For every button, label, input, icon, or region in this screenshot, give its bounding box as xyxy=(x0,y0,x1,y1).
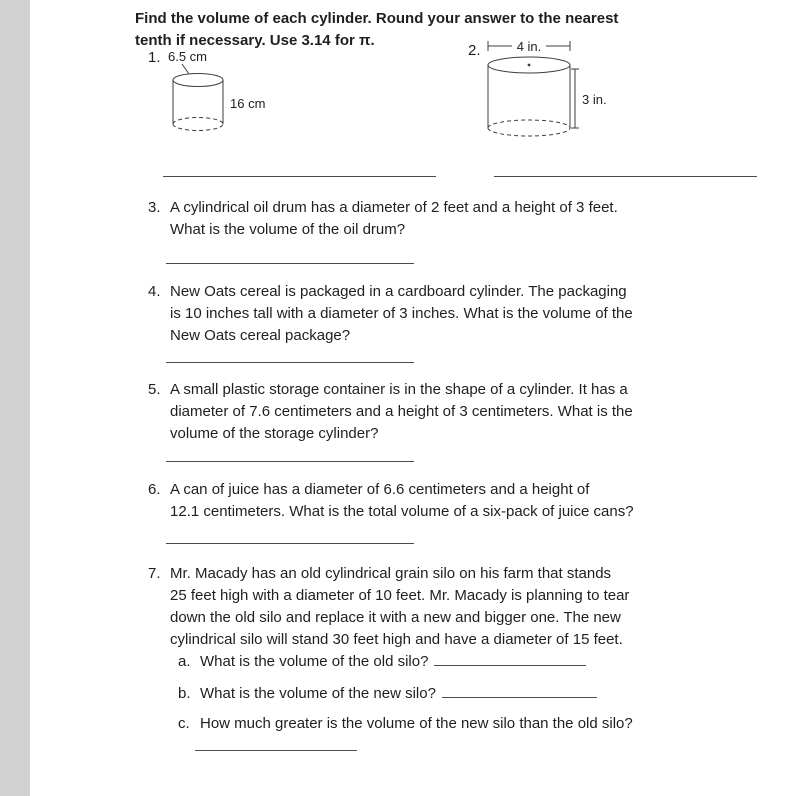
subquestion-c-text: How much greater is the volume of the new silo than the old silo? xyxy=(200,715,633,732)
problem-7-line-1: Mr. Macady has an old cylindrical grain silo on his farm that stands xyxy=(170,565,612,582)
answer-line-7c xyxy=(195,750,357,751)
problem-4-line-1: New Oats cereal is packaged in a cardboard cylinder. The packaging xyxy=(170,283,627,300)
problem-7-text xyxy=(170,563,670,651)
problem-6-line-2: 12.1 centimeters. What is the total volume of a six-pack of juice cans? xyxy=(170,503,634,520)
answer-line-problem-4 xyxy=(166,362,414,363)
answer-line-7b xyxy=(442,683,597,698)
instructions-line-2: tenth if necessary. Use 3.14 for π. xyxy=(135,32,375,49)
radius-pointer-line xyxy=(182,64,189,74)
cylinder-2-center-dot xyxy=(528,64,531,67)
cylinder-1-top-ellipse xyxy=(173,74,223,87)
cylinder-1-radius-label: 6.5 cm xyxy=(168,49,208,64)
problem-3-text xyxy=(170,197,670,241)
problem-5-number: 5. xyxy=(148,381,161,398)
problem-5-line-2: diameter of 7.6 centimeters and a height of 3 centimeters. What is the xyxy=(170,403,633,420)
problem-7-line-2: 25 feet high with a diameter of 10 feet. Mr. Macady is planning to tear xyxy=(170,587,630,604)
answer-line-problem-1 xyxy=(163,176,436,177)
cylinder-2-height-label: 3 in. xyxy=(582,92,607,107)
problem-7-line-3: down the old silo and replace it with a new and bigger one. The new xyxy=(170,609,621,626)
problem-4-line-2: is 10 inches tall with a diameter of 3 inches. What is the volume of the xyxy=(170,305,633,322)
problem-3-line-2: What is the volume of the oil drum? xyxy=(170,221,406,238)
problem-7-line-4: cylindrical silo will stand 30 feet high and have a diameter of 15 feet. xyxy=(170,631,623,648)
problem-5-line-1: A small plastic storage container is in the shape of a cylinder. It has a xyxy=(170,381,628,398)
cylinder-1-bottom-front-arc xyxy=(173,124,223,130)
problem-1-number: 1. xyxy=(148,49,161,66)
subquestion-a-text: What is the volume of the old silo? xyxy=(200,653,429,670)
cylinder-2-diameter-label: 4 in. xyxy=(516,40,542,54)
subquestion-b-text: What is the volume of the new silo? xyxy=(200,685,436,702)
problem-5-text xyxy=(170,379,670,445)
answer-line-problem-3 xyxy=(166,263,414,264)
answer-line-problem-2 xyxy=(494,176,757,177)
subquestion-a-letter: a. xyxy=(178,653,191,670)
problem-6-text xyxy=(170,479,670,523)
subquestion-b-letter: b. xyxy=(178,685,191,702)
answer-line-7a xyxy=(434,651,586,666)
instructions-line-1: Find the volume of each cylinder. Round your answer to the nearest xyxy=(135,10,619,27)
problem-5-line-3: volume of the storage cylinder? xyxy=(170,425,379,442)
problem-4-line-3: New Oats cereal package? xyxy=(170,327,351,344)
problem-3-number: 3. xyxy=(148,199,161,216)
problem-4-text xyxy=(170,281,670,347)
problem-3-line-1: A cylindrical oil drum has a diameter of 2 feet and a height of 3 feet. xyxy=(170,199,618,216)
subquestion-a xyxy=(178,651,586,673)
answer-line-problem-5 xyxy=(166,461,414,462)
problem-6-number: 6. xyxy=(148,481,161,498)
problem-4-number: 4. xyxy=(148,283,161,300)
cylinder-2-bottom-back-arc xyxy=(488,120,570,128)
subquestion-c-letter: c. xyxy=(178,715,190,732)
answer-line-problem-6 xyxy=(166,543,414,544)
worksheet-page xyxy=(30,0,796,796)
subquestion-c xyxy=(178,713,633,735)
problem-6-line-1: A can of juice has a diameter of 6.6 centimeters and a height of xyxy=(170,481,590,498)
cylinder-1-height-label: 16 cm xyxy=(230,96,266,111)
cylinder-2-bottom-front-arc xyxy=(488,128,570,136)
cylinder-figure-2 xyxy=(486,40,626,145)
problem-7-number: 7. xyxy=(148,565,161,582)
subquestion-b xyxy=(178,683,597,705)
cylinder-figure-1 xyxy=(169,63,239,139)
cylinder-1-bottom-back-arc xyxy=(173,118,223,124)
problem-2-number: 2. xyxy=(468,42,481,59)
